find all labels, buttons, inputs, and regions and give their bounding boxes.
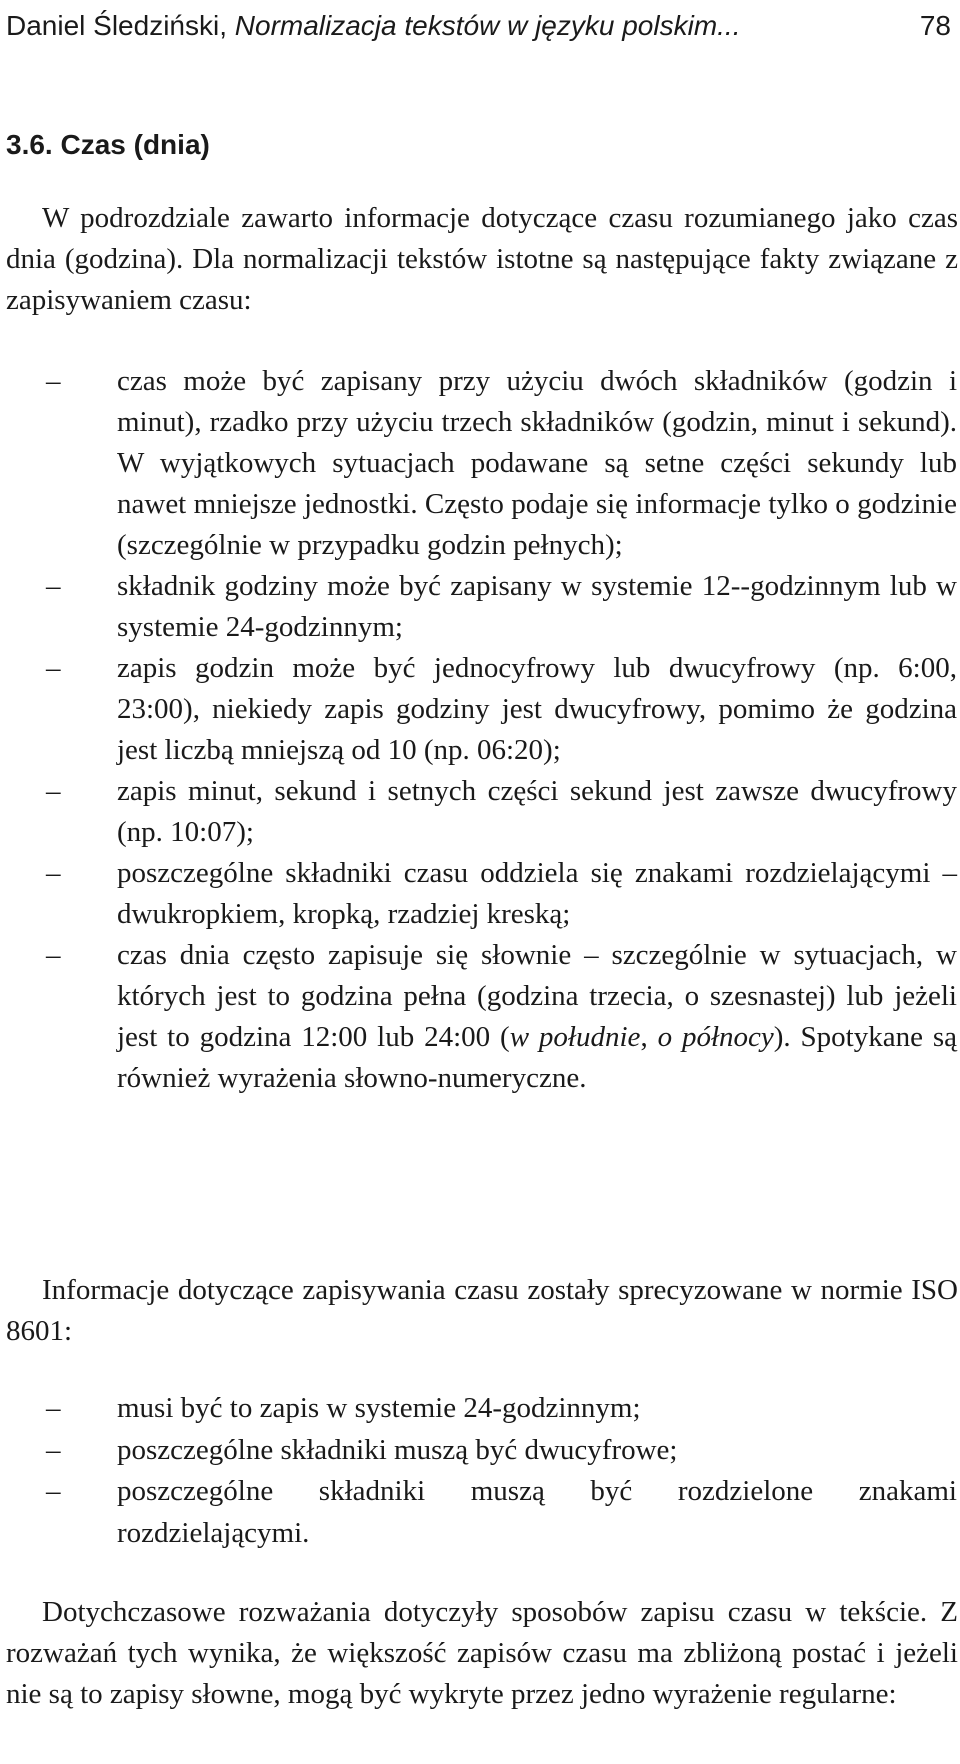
list-item-text-end: ). Spotykane są również wyrażenia słowno-numeryczne. (117, 1021, 957, 1094)
dash-bullet: – (46, 857, 61, 889)
list-item-text: zapis godzin może być jednocyfrowy lub dwucyfrowy (np. 6:00, 23:00), niekiedy zapis godziny jest dwucyfrowy, pomimo że godzina jest liczbą mniejszą od 10 (np. 06:20); (117, 652, 957, 766)
emphasis-noon: w południe (509, 1021, 641, 1053)
list-item (0, 1430, 957, 1472)
paragraph-iso: Informacje dotyczące zapisywania czasu zostały sprecyzowane w normie ISO 8601: (6, 1274, 958, 1347)
list-item (0, 1388, 957, 1430)
list-item-text: poszczególne składniki muszą być rozdzielone znakami rozdzielającymi. (117, 1475, 957, 1549)
list-item-text: poszczególne składniki czasu oddziela się znakami rozdzielającymi – dwukropkiem, kropką, rzadziej kreską; (117, 857, 957, 930)
dash-bullet: – (46, 365, 61, 397)
page-number: 78 (919, 10, 951, 41)
paragraph-conclusion: Dotychczasowe rozważania dotyczyły sposobów zapisu czasu w tekście. Z rozważań tych wynika, że większość zapisów czasu ma zbliżoną postać i jeżeli nie są to zapisy słowne, mogą być wykryte przez jedno wyrażenie regularne: (6, 1596, 958, 1710)
emphasis-midnight: o północy (657, 1021, 774, 1053)
list-item (0, 771, 957, 853)
paragraph-intro: W podrozdziale zawarto informacje dotyczące czasu rozumianego jako czas dnia (godzina). Dla normalizacji tekstów istotne są następujące fakty związane z zapisywaniem czasu: (6, 202, 958, 316)
dash-bullet: – (46, 1475, 61, 1507)
running-header (6, 4, 951, 48)
dash-bullet: – (46, 939, 61, 971)
list-item (0, 1471, 957, 1554)
header-title: Normalizacja tekstów w języku polskim... (234, 10, 741, 41)
list-item-text: musi być to zapis w systemie 24-godzinnym; (117, 1392, 641, 1424)
list-item (0, 853, 957, 935)
list-item-text: zapis minut, sekund i setnych części sekund jest zawsze dwucyfrowy (np. 10:07); (117, 775, 957, 848)
list-item-text: składnik godziny może być zapisany w systemie 12--godzinnym lub w systemie 24-godzinnym; (117, 570, 957, 643)
list-item (0, 566, 957, 648)
list-item-text: poszczególne składniki muszą być dwucyfrowe; (117, 1433, 678, 1466)
list-item (0, 361, 957, 566)
section-heading: 3.6. Czas (dnia) (6, 129, 210, 160)
list-item (0, 935, 957, 1099)
dash-bullet: – (46, 1433, 61, 1466)
header-author: Daniel Śledziński, (6, 10, 235, 41)
list-item-text-start: czas dnia często zapisuje się słownie – szczególnie w sytuacjach, w których jest to godzina pełna (godzina trzecia, o szesnastej) lub jeżeli jest to godzina 12:00 lub 24:00 ( (117, 939, 957, 1053)
dash-bullet: – (46, 652, 61, 684)
list-item-text-mid: , (640, 1021, 658, 1053)
time-facts-list (0, 361, 960, 1099)
dash-bullet: – (46, 1392, 61, 1424)
dash-bullet: – (46, 775, 61, 807)
dash-bullet: – (46, 570, 61, 602)
list-item-text: czas może być zapisany przy użyciu dwóch składników (godzin i minut), rzadko przy użyciu trzech składników (godzin, minut i sekund). W wyjątkowych sytuacjach podawane są setne części sekundy lub nawet mniejsze jednostki. Często podaje się informacje tylko o godzinie (szczególnie w przypadku godzin pełnych); (117, 365, 957, 561)
list-item (0, 648, 957, 771)
iso-rules-list (0, 1388, 960, 1554)
